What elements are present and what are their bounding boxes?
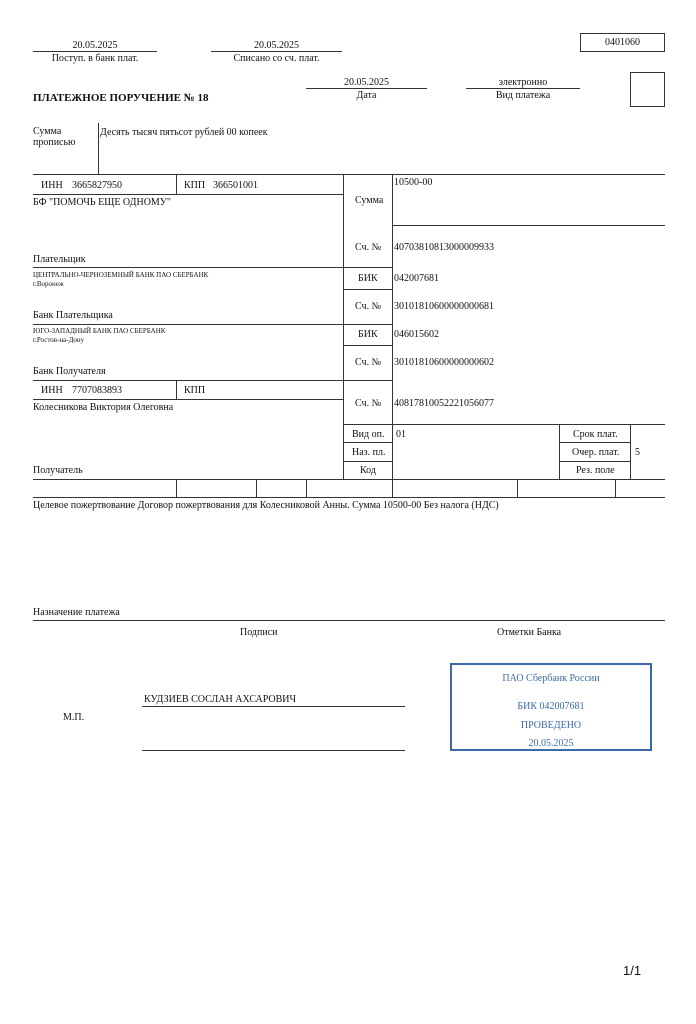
payer-inn-bottom xyxy=(33,194,343,195)
received-bank-line xyxy=(33,51,157,52)
payee-bank-corr: 30101810600000000602 xyxy=(394,357,494,368)
mp-label: М.П. xyxy=(63,712,85,723)
received-bank-label: Поступ. в банк плат. xyxy=(51,53,139,64)
amount-bottom xyxy=(392,225,665,226)
payee-section-label: Получатель xyxy=(33,465,83,476)
amount-words-bottom xyxy=(33,174,665,175)
signer-name: КУДЗИЕВ СОСЛАН АХСАРОВИЧ xyxy=(144,694,297,705)
payer-section-label: Плательщик xyxy=(33,254,86,265)
amount-value: 10500-00 xyxy=(394,177,433,188)
form-code: 0401060 xyxy=(605,37,640,48)
codes-top xyxy=(343,424,665,425)
payer-kpp: 366501001 xyxy=(213,180,258,191)
payer-bank-name: ЦЕНТРАЛЬНО-ЧЕРНОЗЕМНЫЙ БАНК ПАО СБЕРБАНК xyxy=(33,271,209,279)
col-divider-343 xyxy=(343,174,344,479)
payer-inn: 3665827950 xyxy=(72,180,122,191)
document-date: 20.05.2025 xyxy=(344,77,389,88)
amount-label: Сумма xyxy=(355,195,384,206)
stamp-date: 20.05.2025 xyxy=(528,738,574,749)
payer-bottom xyxy=(33,267,392,268)
payer-bik-line xyxy=(343,289,392,290)
signature-line-2 xyxy=(142,750,405,751)
payee-bank-name: ЮГО-ЗАПАДНЫЙ БАНК ПАО СБЕРБАНК xyxy=(33,327,166,335)
bank-stamp xyxy=(450,663,652,751)
payee-kpp-label: КПП xyxy=(184,385,206,396)
payee-inn-label: ИНН xyxy=(41,385,63,396)
payee-name: Колесникова Виктория Олеговна xyxy=(33,402,174,413)
vid-op: 01 xyxy=(396,429,406,440)
amount-words-value: Десять тысяч пятьсот рублей 00 копеек xyxy=(100,127,268,138)
payer-bank-corr: 30101810600000000681 xyxy=(394,301,494,312)
ocher-label: Очер. плат. xyxy=(572,447,620,458)
inn-kpp-divider-payer xyxy=(176,174,177,194)
payment-type-line xyxy=(466,88,580,89)
payee-inn-bottom xyxy=(33,399,343,400)
srok-label: Срок плат. xyxy=(573,429,618,440)
purpose-text: Целевое пожертвование Договор пожертвования для Колесниковой Анны. Сумма 10500-00 Без налога (НДС) xyxy=(33,500,499,511)
tax-col-4 xyxy=(517,479,518,498)
codes-row-2 xyxy=(343,461,392,462)
tax-col-5 xyxy=(615,479,616,498)
payer-bank-city: г.Воронеж xyxy=(33,280,64,288)
payer-inn-label: ИНН xyxy=(41,180,63,191)
payer-account-label: Сч. № xyxy=(355,242,382,253)
payer-bank-section-label: Банк Плательщика xyxy=(33,310,113,321)
signature-line-1 xyxy=(142,706,405,707)
payee-inn: 7707083893 xyxy=(72,385,122,396)
document-date-line xyxy=(306,88,427,89)
stamp-bank: ПАО Сбербанк России xyxy=(502,673,600,684)
debited-line xyxy=(211,51,342,52)
payer-bank-corr-label: Сч. № xyxy=(355,301,382,312)
payment-type: электронно xyxy=(498,77,548,88)
payment-type-label: Вид платежа xyxy=(495,90,551,101)
amount-words-label-2: прописью xyxy=(33,137,76,148)
payer-bank-bik: 042007681 xyxy=(394,273,439,284)
payer-kpp-label: КПП xyxy=(184,180,206,191)
received-bank-date: 20.05.2025 xyxy=(72,40,118,51)
inn-kpp-divider-payee xyxy=(176,380,177,399)
naz-pl-label: Наз. пл. xyxy=(352,447,386,458)
amount-words-divider xyxy=(98,123,99,174)
payee-bank-bik-label: БИК xyxy=(358,329,378,340)
codes-row-1-right xyxy=(559,442,630,443)
stamp-bik: БИК 042007681 xyxy=(517,701,585,712)
codes-right-divider-1 xyxy=(559,424,560,479)
codes-row-2-right xyxy=(559,461,630,462)
signatures-label: Подписи xyxy=(240,627,278,638)
tax-row-top xyxy=(33,479,665,480)
tax-col-1 xyxy=(176,479,177,498)
col-divider-392 xyxy=(392,174,393,498)
debited-date: 20.05.2025 xyxy=(254,40,299,51)
payee-account-label: Сч. № xyxy=(355,398,382,409)
payee-bank-city: г.Ростов-на-Дону xyxy=(33,336,85,344)
debited-label: Списано со сч. плат. xyxy=(233,53,320,64)
stamp-status: ПРОВЕДЕНО xyxy=(520,720,582,731)
page-counter: 1/1 xyxy=(623,963,642,978)
codes-right-divider-2 xyxy=(630,424,631,479)
payee-bank-corr-label: Сч. № xyxy=(355,357,382,368)
ocher-value: 5 xyxy=(635,447,640,458)
payee-account: 40817810052221056077 xyxy=(394,398,494,409)
payer-account: 40703810813000009933 xyxy=(394,242,494,253)
priority-box xyxy=(630,72,665,107)
payer-bank-bik-label: БИК xyxy=(358,273,378,284)
purpose-label: Назначение платежа xyxy=(33,607,120,618)
payee-bank-bik: 046015602 xyxy=(394,329,439,340)
payer-name: БФ "ПОМОЧЬ ЕЩЕ ОДНОМУ" xyxy=(33,197,171,208)
purpose-bottom xyxy=(33,620,665,621)
amount-words-label-1: Сумма xyxy=(33,126,62,137)
rez-label: Рез. поле xyxy=(576,465,615,476)
bank-marks-label: Отметки Банка xyxy=(497,627,562,638)
page-title: ПЛАТЕЖНОЕ ПОРУЧЕНИЕ № 18 xyxy=(33,92,209,104)
payee-bank-bottom xyxy=(33,380,392,381)
payer-bank-bottom xyxy=(33,324,392,325)
payee-bik-line xyxy=(343,345,392,346)
tax-col-2 xyxy=(256,479,257,498)
codes-row-1 xyxy=(343,442,392,443)
document-date-label: Дата xyxy=(356,90,377,101)
tax-row-bottom xyxy=(33,497,665,498)
kod-label: Код xyxy=(360,465,376,476)
vid-op-label: Вид оп. xyxy=(352,429,385,440)
payee-bank-section-label: Банк Получателя xyxy=(33,366,106,377)
tax-col-3 xyxy=(306,479,307,498)
